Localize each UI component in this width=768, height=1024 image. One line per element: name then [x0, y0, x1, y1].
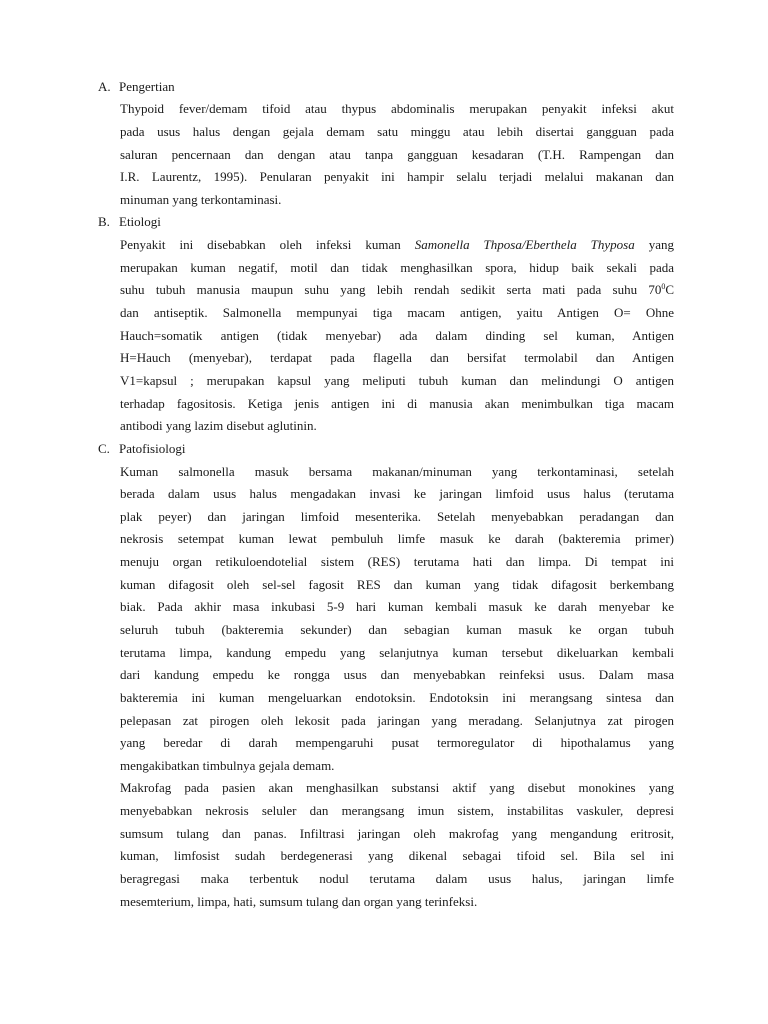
- paragraph-line: berada dalam usus halus mengadakan invasi ke jaringan limfoid usus halus (terutama: [120, 486, 674, 501]
- paragraph-line: plak peyer) dan jaringan limfoid mesenterika. Setelah menyebabkan peradangan dan: [120, 509, 674, 524]
- paragraph-line: terhadap fagositosis. Ketiga jenis antigen ini di manusia akan menimbulkan tiga macam: [120, 396, 674, 411]
- paragraph-line: antibodi yang lazim disebut aglutinin.: [120, 418, 317, 433]
- paragraph-line: merupakan kuman negatif, motil dan tidak menghasilkan spora, hidup baik sekali pada: [120, 260, 674, 275]
- paragraph-line: beragregasi maka terbentuk nodul terutama dalam usus halus, jaringan limfe: [120, 871, 674, 886]
- section-marker: A.: [98, 79, 111, 94]
- section-b-heading: [98, 214, 678, 230]
- paragraph-line: minuman yang terkontaminasi.: [120, 192, 282, 207]
- paragraph-line: dan antiseptik. Salmonella mempunyai tiga macam antigen, yaitu Antigen O= Ohne: [120, 305, 674, 320]
- paragraph-line: seluruh tubuh (bakteremia sekunder) dan sebagian kuman masuk ke organ tubuh: [120, 622, 674, 637]
- paragraph-line: nekrosis setempat kuman lewat pembuluh limfe masuk ke darah (bakteremia primer): [120, 531, 674, 546]
- section-a-heading: [98, 79, 678, 95]
- section-title: Pengertian: [119, 79, 175, 94]
- section-title: Patofisiologi: [119, 441, 186, 456]
- paragraph-line: terutama limpa, kandung empedu yang selanjutnya kuman tersebut dikeluarkan kembali: [120, 645, 674, 660]
- text-run: C: [665, 282, 674, 297]
- paragraph-line: [120, 237, 674, 253]
- paragraph-line: menyebabkan nekrosis seluler dan merangsang imun sistem, instabilitas vaskuler, depresi: [120, 803, 674, 818]
- paragraph-line: I.R. Laurentz, 1995). Penularan penyakit ini hampir selalu terjadi melalui makanan dan: [120, 169, 674, 184]
- paragraph-line: pelepasan zat pirogen oleh lekosit pada jaringan yang meradang. Selanjutnya zat pirogen: [120, 713, 674, 728]
- section-marker: B.: [98, 214, 110, 229]
- section-title: Etiologi: [119, 214, 161, 229]
- paragraph-line: pada usus halus dengan gejala demam satu minggu atau lebih disertai gangguan pada: [120, 124, 674, 139]
- text-run: suhu tubuh manusia maupun suhu yang lebih rendah sedikit serta mati pada suhu 70: [120, 282, 662, 297]
- paragraph-line: yang beredar di darah mempengaruhi pusat termoregulator di hipothalamus yang: [120, 735, 674, 750]
- paragraph-line: Hauch=somatik antigen (tidak menyebar) ada dalam dinding sel kuman, Antigen: [120, 328, 674, 343]
- paragraph-line: biak. Pada akhir masa inkubasi 5-9 hari kuman kembali masuk ke darah menyebar ke: [120, 599, 674, 614]
- paragraph-line: Kuman salmonella masuk bersama makanan/minuman yang terkontaminasi, setelah: [120, 464, 674, 479]
- paragraph-line: dari kandung empedu ke rongga usus dan menyebabkan reinfeksi usus. Dalam masa: [120, 667, 674, 682]
- paragraph-line: Thypoid fever/demam tifoid atau thypus abdominalis merupakan penyakit infeksi akut: [120, 101, 674, 116]
- paragraph-line: kuman difagosit oleh sel-sel fagosit RES dan kuman yang tidak difagosit berkembang: [120, 577, 674, 592]
- paragraph-line: menuju organ retikuloendotelial sistem (RES) terutama hati dan limpa. Di tempat ini: [120, 554, 674, 569]
- paragraph-line: bakteremia ini kuman mengeluarkan endotoksin. Endotoksin ini merangsang sintesa dan: [120, 690, 674, 705]
- organism-name: Samonella Thposa/Eberthela Thyposa: [414, 237, 635, 252]
- degree-superscript: 0: [661, 282, 666, 291]
- paragraph-line: H=Hauch (menyebar), terdapat pada flagella dan bersifat termolabil dan Antigen: [120, 350, 674, 365]
- paragraph-line: Makrofag pada pasien akan menghasilkan substansi aktif yang disebut monokines yang: [120, 780, 674, 795]
- text-run: Penyakit ini disebabkan oleh infeksi kuman: [120, 237, 415, 252]
- text-run: yang: [634, 237, 674, 252]
- paragraph-line: saluran pencernaan dan dengan atau tanpa gangguan kesadaran (T.H. Rampengan dan: [120, 147, 674, 162]
- paragraph-line: kuman, limfosist sudah berdegenerasi yang dikenal sebagai tifoid sel. Bila sel ini: [120, 848, 674, 863]
- paragraph-line: mesemterium, limpa, hati, sumsum tulang dan organ yang terinfeksi.: [120, 894, 478, 909]
- paragraph-line: V1=kapsul ; merupakan kapsul yang meliputi tubuh kuman dan melindungi O antigen: [120, 373, 674, 388]
- paragraph-line: sumsum tulang dan panas. Infiltrasi jaringan oleh makrofag yang mengandung eritrosit,: [120, 826, 674, 841]
- section-c-heading: [98, 441, 678, 457]
- paragraph-line: [120, 282, 674, 298]
- section-marker: C.: [98, 441, 110, 456]
- paragraph-line: mengakibatkan timbulnya gejala demam.: [120, 758, 335, 773]
